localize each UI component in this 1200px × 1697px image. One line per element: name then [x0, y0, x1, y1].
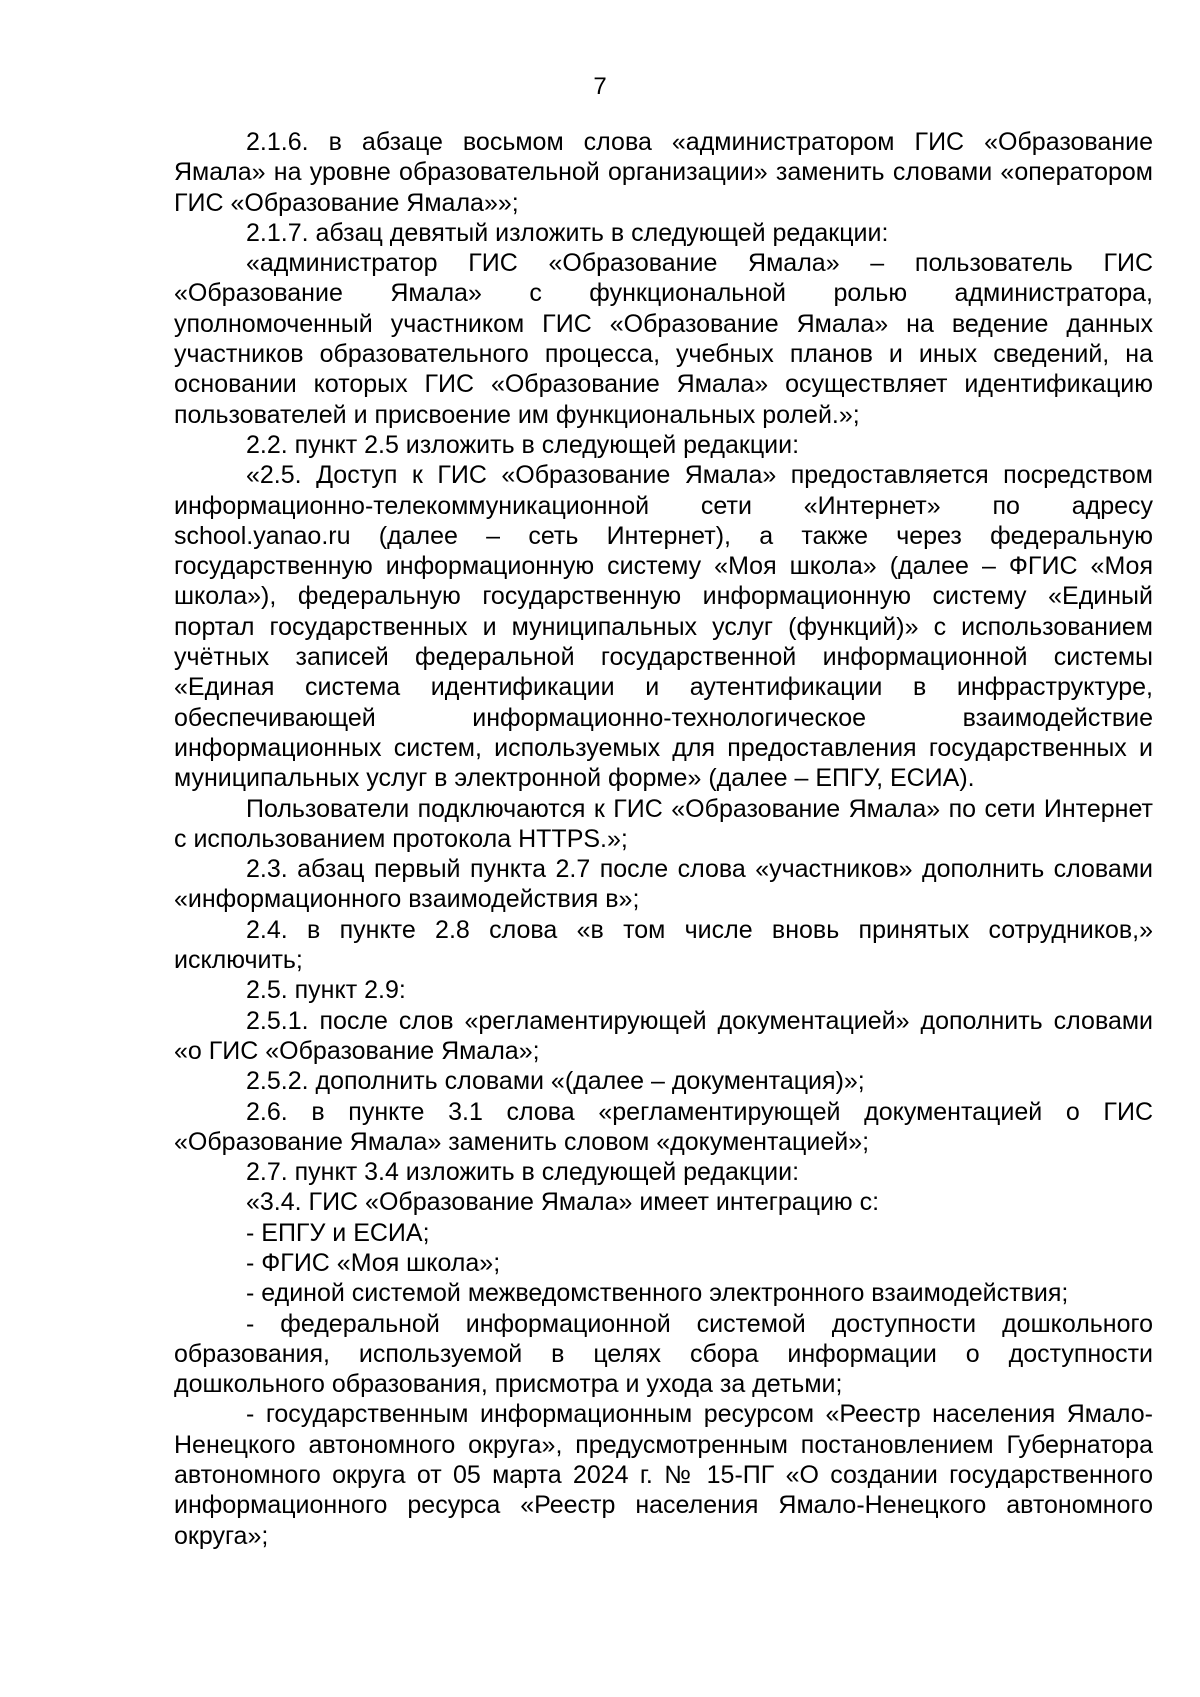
- list-item-smev: - единой системой межведомственного электронного взаимодействия;: [246, 1279, 1069, 1308]
- paragraph-2-1-7: 2.1.7. абзац девятый изложить в следующей редакции:: [246, 218, 889, 247]
- paragraph-3-4-integration: «3.4. ГИС «Образование Ямала» имеет интеграцию с:: [246, 1188, 880, 1217]
- page-number: 7: [593, 73, 607, 100]
- paragraph-2-5-1: 2.5.1. после слов «регламентирующей документацией» дополнить словами «о ГИС «Образование Ямала»;: [174, 1006, 1153, 1065]
- paragraph-2-5-2: 2.5.2. дополнить словами «(далее – документация)»;: [246, 1067, 865, 1096]
- paragraph-2-5-access: «2.5. Доступ к ГИС «Образование Ямала» предоставляется посредством информационно-телекоммуникационной сети «Интернет» по адресу school.yanao.ru (далее – сеть Интернет), а также через федеральную государственную информационную систему «Моя школа» (далее – ФГИС «Моя школа»), федеральную государственную информационную систему «Единый портал государственных и муниципальных услуг (функций)» с использованием учётных записей федеральной государственной информационной системы «Единая система идентификации и аутентификации в инфраструктуре, обеспечивающей информационно-технологическое взаимодействие информационных систем, используемых для предоставления государственных и муниципальных услуг в электронной форме» (далее – ЕПГУ, ЕСИА).: [174, 461, 1153, 793]
- paragraph-2-3: 2.3. абзац первый пункта 2.7 после слова «участников» дополнить словами «информационного взаимодействия в»;: [174, 855, 1153, 914]
- paragraph-users-connect: Пользователи подключаются к ГИС «Образование Ямала» по сети Интернет с использованием протокола HTTPS.»;: [174, 794, 1153, 853]
- paragraph-2-7: 2.7. пункт 3.4 изложить в следующей редакции:: [246, 1158, 800, 1187]
- paragraph-2-4: 2.4. в пункте 2.8 слова «в том числе вновь принятых сотрудников,» исключить;: [174, 915, 1153, 975]
- paragraph-2-5: 2.5. пункт 2.9:: [246, 976, 406, 1005]
- paragraph-2-1-6: 2.1.6. в абзаце восьмом слова «администратором ГИС «Образование Ямала» на уровне образовательной организации» заменить словами «оператором ГИС «Образование Ямала»»;: [174, 128, 1153, 217]
- paragraph-administrator-definition: «администратор ГИС «Образование Ямала» – пользователь ГИС «Образование Ямала» с функциональной ролью администратора, уполномоченный участником ГИС «Образование Ямала» на ведение данных участников образовательного процесса, учебных планов и иных сведений, на основании которых ГИС «Образование Ямала» осуществляет идентификацию пользователей и присвоение им функциональных ролей.»;: [174, 249, 1153, 429]
- list-item-fgis-my-school: - ФГИС «Моя школа»;: [246, 1248, 501, 1277]
- paragraph-2-2: 2.2. пункт 2.5 изложить в следующей редакции:: [246, 430, 800, 459]
- list-item-epgu-esia: - ЕПГУ и ЕСИА;: [246, 1218, 430, 1247]
- paragraph-2-6: 2.6. в пункте 3.1 слова «регламентирующей документацией о ГИС «Образование Ямала» заменить словом «документацией»;: [174, 1097, 1153, 1156]
- list-item-preschool-system: - федеральной информационной системой доступности дошкольного образования, используемой в целях сбора информации о доступности дошкольного образования, присмотра и ухода за детьми;: [174, 1309, 1153, 1399]
- list-item-population-registry: - государственным информационным ресурсом «Реестр населения Ямало-Ненецкого автономного округа», предусмотренным постановлением Губернатора автономного округа от 05 марта 2024 г. № 15-ПГ «О создании государственного информационного ресурса «Реестр населения Ямало-Ненецкого автономного округа»;: [174, 1400, 1153, 1550]
- document-body: [174, 127, 1153, 1551]
